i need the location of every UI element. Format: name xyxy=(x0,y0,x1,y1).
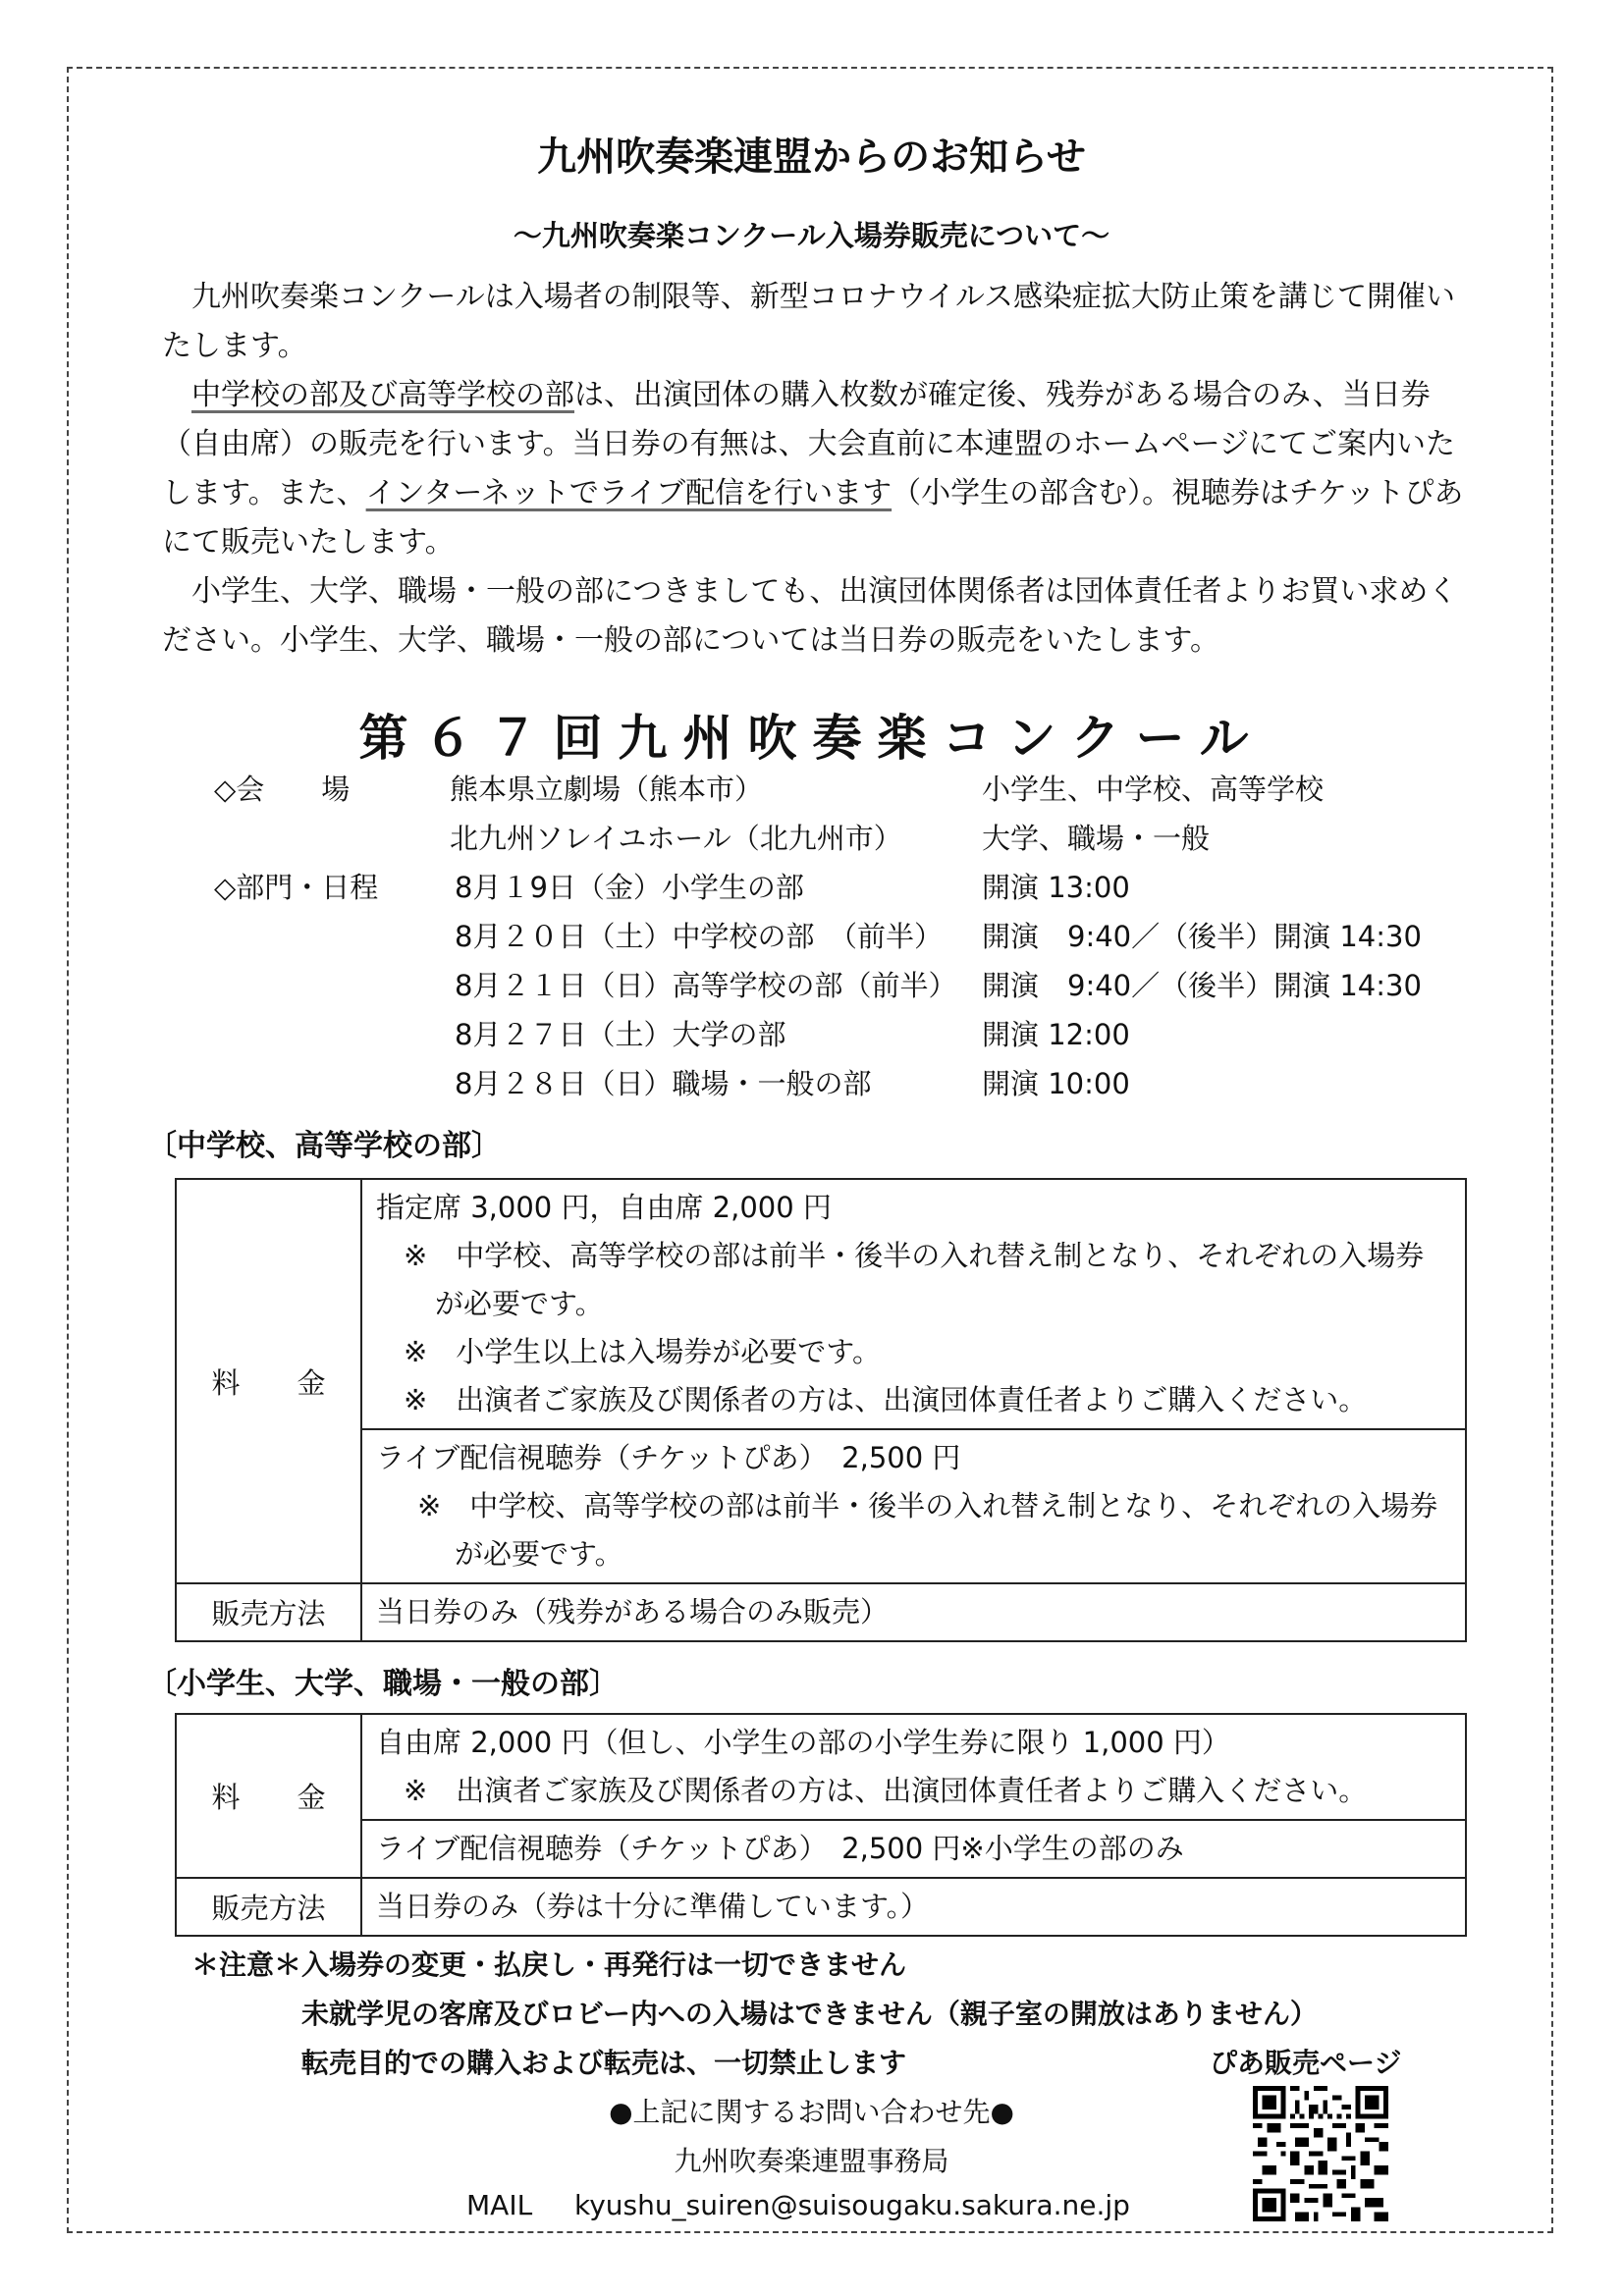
stream-main: ライブ配信視聴券（チケットぴあ） 2,500 円 xyxy=(376,1441,961,1474)
venue-label: ◇会 場 xyxy=(214,773,351,806)
intro-text xyxy=(162,273,1478,666)
schedule-time-5: 開演 10:00 xyxy=(982,1067,1130,1100)
notice-line-2: 未就学児の客席及びロビー内への入場はできません（親子室の開放はありません） xyxy=(301,1998,1318,2030)
contact-mail-label: MAIL xyxy=(466,2189,533,2221)
fee-cell xyxy=(361,1179,1466,1429)
fee-cell xyxy=(361,1714,1466,1820)
page-subtitle: 〜九州吹奏楽コンクール入場券販売について〜 xyxy=(513,219,1110,252)
section-heading-elementary-general: 〔小学生、大学、職場・一般の部〕 xyxy=(147,1667,619,1701)
pia-sales-page-label: ぴあ販売ページ xyxy=(1210,2047,1402,2079)
intro-paragraph-2-text-a: は、出演団体の購入枚数が確定後、残券がある場合のみ、当日券（自由席）の販売を行います。当日券の有無は、大会直前に本連盟のホームページにてご案内いたします。また、 xyxy=(162,378,1455,510)
schedule-time-3: 開演 9:40／（後半）開演 14:30 xyxy=(982,969,1422,1002)
underline-junior-high-senior: 中学校の部及び高等学校の部 xyxy=(191,378,574,412)
venue-place-2: 北九州ソレイユホール（北九州市） xyxy=(450,822,902,855)
fee-label: 料 金 xyxy=(176,1179,361,1583)
venue-place-1: 熊本県立劇場（熊本市） xyxy=(450,773,764,806)
pia-qr-code-icon[interactable] xyxy=(1253,2086,1388,2221)
dates-label: ◇部門・日程 xyxy=(214,871,379,904)
intro-paragraph-2-text-b: （小学生の部含む）。視聴券はチケットぴあにて販売いたします。 xyxy=(162,476,1464,560)
schedule-date-5: 8月２８日（日）職場・一般の部 xyxy=(455,1067,872,1100)
sales-value: 当日券のみ（残券がある場合のみ販売） xyxy=(361,1583,1466,1641)
fee-table-elementary-general xyxy=(175,1713,1467,1937)
intro-paragraph-2 xyxy=(162,371,1478,567)
fee-note: ※ 出演者ご家族及び関係者の方は、出演団体責任者よりご購入ください。 xyxy=(404,1774,1368,1807)
notice-line-3: 転売目的での購入および転売は、一切禁止します xyxy=(301,2047,907,2079)
schedule-time-1: 開演 13:00 xyxy=(982,871,1130,904)
stream-note: ※ 中学校、高等学校の部は前半・後半の入れ替え制となり、それぞれの入場券が必要です。 xyxy=(417,1489,1438,1571)
fee-note-3: ※ 出演者ご家族及び関係者の方は、出演団体責任者よりご購入ください。 xyxy=(404,1383,1368,1416)
venue-divisions-2: 大学、職場・一般 xyxy=(982,822,1211,855)
fee-note-1: ※ 中学校、高等学校の部は前半・後半の入れ替え制となり、それぞれの入場券が必要です。 xyxy=(404,1239,1425,1320)
sales-label: 販売方法 xyxy=(176,1878,361,1936)
fee-table-junior-senior xyxy=(175,1178,1467,1642)
stream-cell xyxy=(361,1429,1466,1583)
fee-note-2: ※ 小学生以上は入場券が必要です。 xyxy=(404,1335,881,1368)
contact-organization: 九州吹奏楽連盟事務局 xyxy=(674,2145,949,2177)
schedule-date-3: 8月２１日（日）高等学校の部（前半） xyxy=(455,969,957,1002)
schedule-date-4: 8月２７日（土）大学の部 xyxy=(455,1018,786,1051)
intro-paragraph-1: 九州吹奏楽コンクールは入場者の制限等、新型コロナウイルス感染症拡大防止策を講じて開催いたします。 xyxy=(162,280,1455,363)
notice-line-1: ＊注意＊入場券の変更・払戻し・再発行は一切できません xyxy=(191,1949,907,1981)
schedule-time-2: 開演 9:40／（後半）開演 14:30 xyxy=(982,920,1422,953)
venue-divisions-1: 小学生、中学校、高等学校 xyxy=(982,773,1325,806)
fee-label: 料 金 xyxy=(176,1714,361,1878)
contact-heading: ●上記に関するお問い合わせ先● xyxy=(609,2096,1014,2128)
fee-main: 指定席 3,000 円，自由席 2,000 円 xyxy=(376,1191,832,1224)
schedule-time-4: 開演 12:00 xyxy=(982,1018,1130,1051)
concert-title: 第６７回九州吹奏楽コンクール xyxy=(358,710,1265,767)
sales-value: 当日券のみ（券は十分に準備しています。） xyxy=(361,1878,1466,1936)
fee-main: 自由席 2,000 円（但し、小学生の部の小学生券に限り 1,000 円） xyxy=(376,1726,1230,1759)
schedule-date-2: 8月２０日（土）中学校の部 （前半） xyxy=(455,920,943,953)
underline-live-stream: インターネットでライブ配信を行います xyxy=(365,476,893,510)
stream-main: ライブ配信視聴券（チケットぴあ） 2,500 円※小学生の部のみ xyxy=(361,1820,1466,1878)
section-heading-junior-senior: 〔中学校、高等学校の部〕 xyxy=(147,1129,501,1163)
contact-mail-address[interactable]: kyushu_suiren@suisougaku.sakura.ne.jp xyxy=(574,2189,1130,2221)
page-title: 九州吹奏楽連盟からのお知らせ xyxy=(537,134,1086,180)
schedule-date-1: 8月１9日（金）小学生の部 xyxy=(455,871,804,904)
intro-paragraph-3: 小学生、大学、職場・一般の部につきましても、出演団体関係者は団体責任者よりお買い求めください。小学生、大学、職場・一般の部については当日券の販売をいたします。 xyxy=(162,574,1458,658)
sales-label: 販売方法 xyxy=(176,1583,361,1641)
